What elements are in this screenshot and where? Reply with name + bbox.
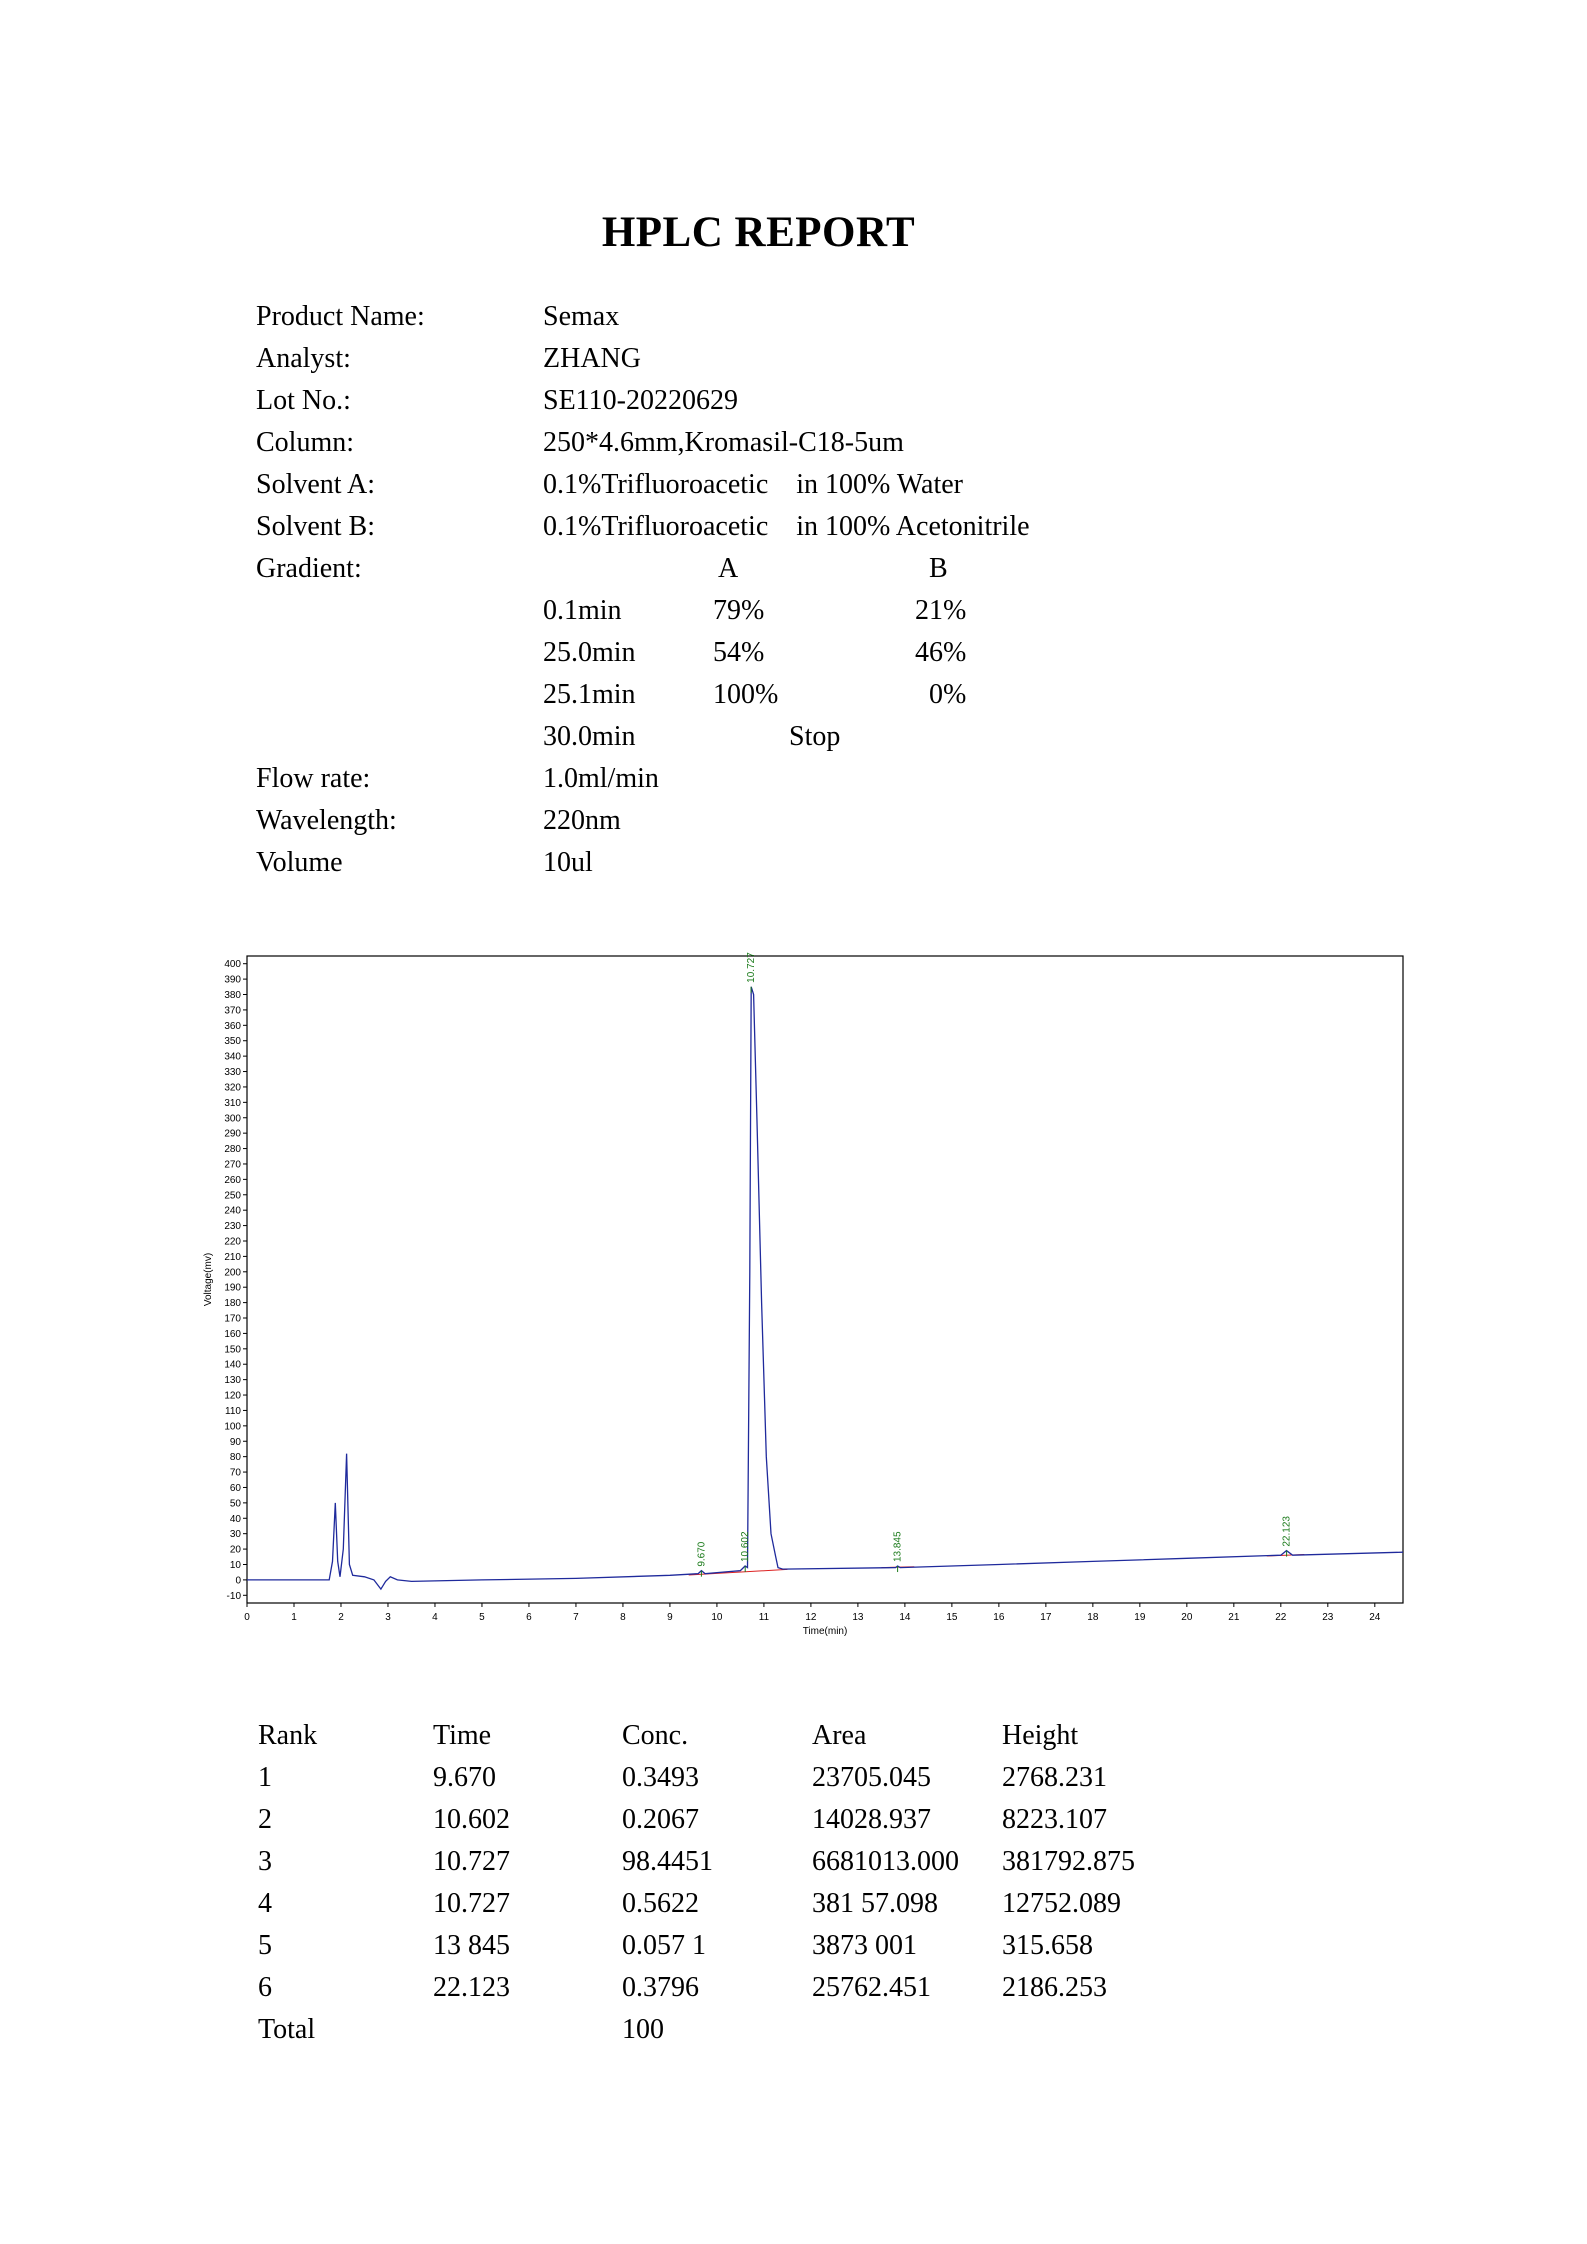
y-tick-label: 180: [224, 1298, 241, 1310]
peak-label: 10.602: [740, 1531, 752, 1563]
y-tick-label: 110: [225, 1405, 241, 1417]
cell-height: 381792.875: [1002, 1846, 1135, 1877]
results-header: Rank: [258, 1720, 318, 1751]
gradient-time: 25.1min: [543, 679, 636, 710]
cell-rank: 1: [258, 1762, 272, 1793]
peak-label: 22.123: [1281, 1516, 1293, 1547]
info-value: SE110-20220629: [543, 385, 738, 416]
x-tick-label: 18: [1087, 1612, 1099, 1623]
cell-time: 10.727: [433, 1888, 510, 1919]
y-tick-label: 190: [224, 1282, 241, 1294]
x-tick-label: 22: [1275, 1612, 1287, 1623]
y-tick-label: 240: [224, 1205, 241, 1217]
cell-conc: 0.057 1: [622, 1930, 706, 1961]
results-header: Area: [812, 1720, 867, 1751]
y-tick-label: 360: [224, 1020, 241, 1032]
info-label: Wavelength:: [256, 805, 397, 836]
cell-rank: 2: [258, 1804, 272, 1835]
x-tick-label: 7: [573, 1612, 579, 1623]
y-tick-label: 260: [224, 1174, 241, 1186]
y-tick-label: 50: [229, 1498, 241, 1510]
info-label: Product Name:: [256, 301, 425, 332]
y-tick-label: 0: [235, 1575, 241, 1587]
y-tick-label: 390: [224, 974, 241, 986]
chromatogram: [200, 948, 1420, 1668]
y-tick-label: 370: [224, 1005, 241, 1017]
gradient-stop-time: 30.0min: [543, 721, 636, 752]
x-tick-label: 3: [385, 1612, 391, 1623]
y-tick-label: 10: [229, 1559, 241, 1571]
y-tick-label: 150: [224, 1344, 241, 1356]
cell-time: 9.670: [433, 1762, 496, 1793]
cell-rank: 5: [258, 1930, 272, 1961]
y-tick-label: 30: [229, 1529, 241, 1541]
total-conc: 100: [622, 2014, 664, 2045]
peak-label: 9.670: [696, 1541, 708, 1567]
x-tick-label: 24: [1369, 1612, 1381, 1623]
x-tick-label: 23: [1322, 1612, 1334, 1623]
y-tick-label: 220: [224, 1236, 241, 1248]
chromatogram-svg: [200, 948, 1420, 1668]
y-tick-label: 340: [224, 1051, 241, 1063]
gradient-a: 54%: [713, 637, 765, 668]
cell-height: 2768.231: [1002, 1762, 1107, 1793]
x-tick-label: 21: [1228, 1612, 1240, 1623]
x-tick-label: 11: [758, 1612, 770, 1623]
y-tick-label: 300: [224, 1113, 241, 1125]
gradient-b: 0%: [929, 679, 967, 710]
info-label: Solvent B:: [256, 511, 376, 542]
plot-frame: [247, 956, 1403, 1603]
info-label: Column:: [256, 427, 355, 458]
y-tick-label: 60: [229, 1482, 241, 1494]
gradient-a: 79%: [713, 595, 765, 626]
x-tick-label: 4: [432, 1612, 438, 1623]
x-tick-label: 2: [338, 1612, 344, 1623]
info-value: 250*4.6mm,Kromasil-C18-5um: [543, 427, 904, 458]
cell-rank: 4: [258, 1888, 272, 1919]
cell-rank: 3: [258, 1846, 272, 1877]
y-tick-label: 380: [224, 990, 241, 1002]
cell-area: 25762.451: [812, 1972, 931, 2003]
y-tick-label: 200: [224, 1267, 241, 1279]
x-tick-label: 8: [620, 1612, 626, 1623]
x-tick-label: 5: [479, 1612, 485, 1623]
info-label: Analyst:: [256, 343, 351, 374]
y-tick-label: 330: [224, 1067, 241, 1079]
y-tick-label: 280: [224, 1144, 241, 1156]
gradient-header-b: B: [929, 553, 948, 584]
x-tick-label: 1: [291, 1612, 297, 1623]
info-value: 1.0ml/min: [543, 763, 659, 794]
gradient-b: 46%: [915, 637, 967, 668]
cell-conc: 0.5622: [622, 1888, 699, 1919]
cell-height: 8223.107: [1002, 1804, 1107, 1835]
x-tick-label: 14: [899, 1612, 911, 1623]
report-title: HPLC REPORT: [601, 209, 916, 256]
info-value: Semax: [543, 301, 620, 332]
y-tick-label: 230: [224, 1221, 241, 1233]
y-tick-label: 170: [224, 1313, 241, 1325]
info-label: Lot No.:: [256, 385, 351, 416]
total-label: Total: [258, 2014, 316, 2045]
gradient-header-a: A: [718, 553, 739, 584]
x-tick-label: 13: [852, 1612, 864, 1623]
x-tick-label: 9: [667, 1612, 673, 1623]
x-tick-label: 19: [1134, 1612, 1146, 1623]
info-value: 0.1%Trifluoroacetic in 100% Water: [543, 469, 963, 500]
x-tick-label: 0: [244, 1612, 250, 1623]
y-tick-label: 350: [224, 1036, 241, 1048]
y-tick-label: 130: [224, 1375, 241, 1387]
cell-area: 381 57.098: [812, 1888, 938, 1919]
cell-rank: 6: [258, 1972, 272, 2003]
x-tick-label: 16: [993, 1612, 1005, 1623]
cell-height: 2186.253: [1002, 1972, 1107, 2003]
y-tick-label: 270: [224, 1159, 241, 1171]
x-tick-label: 15: [946, 1612, 958, 1623]
y-tick-label: 140: [224, 1359, 241, 1371]
cell-time: 10.602: [433, 1804, 510, 1835]
cell-time: 22.123: [433, 1972, 510, 2003]
x-tick-label: 20: [1181, 1612, 1193, 1623]
y-tick-label: 400: [224, 959, 241, 971]
y-axis-label: Voltage(mv): [203, 1252, 214, 1307]
x-tick-label: 17: [1040, 1612, 1052, 1623]
y-tick-label: 120: [224, 1390, 241, 1402]
y-tick-label: 40: [229, 1513, 241, 1525]
info-value: 0.1%Trifluoroacetic in 100% Acetonitrile: [543, 511, 1030, 542]
cell-time: 10.727: [433, 1846, 510, 1877]
info-label: Volume: [256, 847, 343, 878]
y-tick-label: -10: [226, 1590, 241, 1602]
x-axis-label: Time(min): [802, 1626, 848, 1637]
info-label: Flow rate:: [256, 763, 371, 794]
results-header: Height: [1002, 1720, 1079, 1751]
cell-area: 6681013.000: [812, 1846, 959, 1877]
x-tick-label: 6: [526, 1612, 532, 1623]
cell-area: 14028.937: [812, 1804, 931, 1835]
gradient-time: 0.1min: [543, 595, 622, 626]
gradient-time: 25.0min: [543, 637, 636, 668]
y-tick-label: 160: [224, 1328, 241, 1340]
peak-label: 13.845: [892, 1531, 904, 1563]
x-tick-label: 12: [805, 1612, 817, 1623]
y-tick-label: 90: [229, 1436, 241, 1448]
cell-conc: 0.3493: [622, 1762, 699, 1793]
signal-line: [247, 987, 1403, 1589]
cell-height: 315.658: [1002, 1930, 1093, 1961]
info-value: ZHANG: [543, 343, 641, 374]
y-tick-label: 290: [224, 1128, 241, 1140]
gradient-a: 100%: [713, 679, 779, 710]
results-header: Conc.: [622, 1720, 689, 1751]
cell-area: 23705.045: [812, 1762, 931, 1793]
info-value: 220nm: [543, 805, 621, 836]
cell-conc: 98.4451: [622, 1846, 713, 1877]
cell-conc: 0.2067: [622, 1804, 699, 1835]
cell-area: 3873 001: [812, 1930, 917, 1961]
cell-time: 13 845: [433, 1930, 510, 1961]
y-tick-label: 250: [224, 1190, 241, 1202]
y-tick-label: 310: [224, 1097, 241, 1109]
peak-label: 10.727: [746, 952, 758, 983]
x-tick-label: 10: [711, 1612, 723, 1623]
info-value: 10ul: [543, 847, 593, 878]
y-tick-label: 320: [224, 1082, 241, 1094]
y-tick-label: 210: [224, 1251, 241, 1263]
cell-conc: 0.3796: [622, 1972, 699, 2003]
results-header: Time: [433, 1720, 492, 1751]
y-tick-label: 20: [229, 1544, 241, 1556]
info-label: Gradient:: [256, 553, 362, 584]
y-tick-label: 80: [229, 1452, 241, 1464]
y-tick-label: 100: [224, 1421, 241, 1433]
y-tick-label: 70: [229, 1467, 241, 1479]
gradient-b: 21%: [915, 595, 967, 626]
info-label: Solvent A:: [256, 469, 376, 500]
cell-height: 12752.089: [1002, 1888, 1121, 1919]
gradient-stop-label: Stop: [789, 721, 841, 752]
